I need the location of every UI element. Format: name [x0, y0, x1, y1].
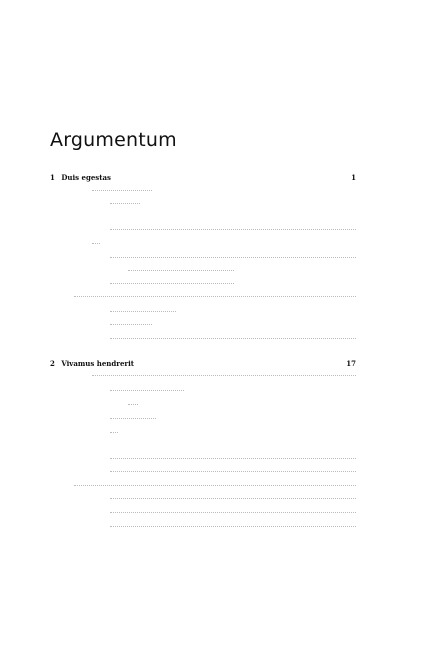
toc-chapter-title: Vivamus hendrerit — [61, 359, 135, 368]
toc-leader — [110, 432, 118, 433]
toc-leader — [92, 190, 152, 191]
toc-leader — [110, 257, 356, 258]
toc-chapter-page: 17 — [346, 359, 356, 368]
toc-leader — [110, 311, 176, 312]
toc-chapter-title: Duis egestas — [61, 173, 111, 182]
toc-leader — [128, 404, 138, 405]
toc-chapter-page: 1 — [351, 173, 356, 182]
toc-leader — [74, 485, 356, 486]
toc-leader — [110, 471, 356, 472]
toc-leader — [110, 229, 356, 230]
toc-leader — [110, 418, 156, 419]
toc-leader — [110, 458, 356, 459]
toc-leader — [128, 270, 234, 271]
toc-chapter-1 — [50, 172, 356, 184]
toc-leader — [110, 526, 356, 527]
toc-leader — [92, 375, 356, 376]
toc-leader — [110, 338, 356, 339]
toc-leader — [74, 296, 356, 297]
toc-leader — [110, 498, 356, 499]
toc-chapter-2 — [50, 358, 356, 370]
toc-chapter-number: 1 — [50, 173, 55, 182]
toc-leader — [92, 243, 100, 244]
toc-leader — [110, 203, 140, 204]
toc-leader — [110, 324, 152, 325]
toc-leader — [110, 390, 184, 391]
page-title: Argumentum — [50, 128, 177, 151]
toc-leader — [110, 283, 234, 284]
toc-leader — [110, 512, 356, 513]
toc-chapter-number: 2 — [50, 359, 55, 368]
